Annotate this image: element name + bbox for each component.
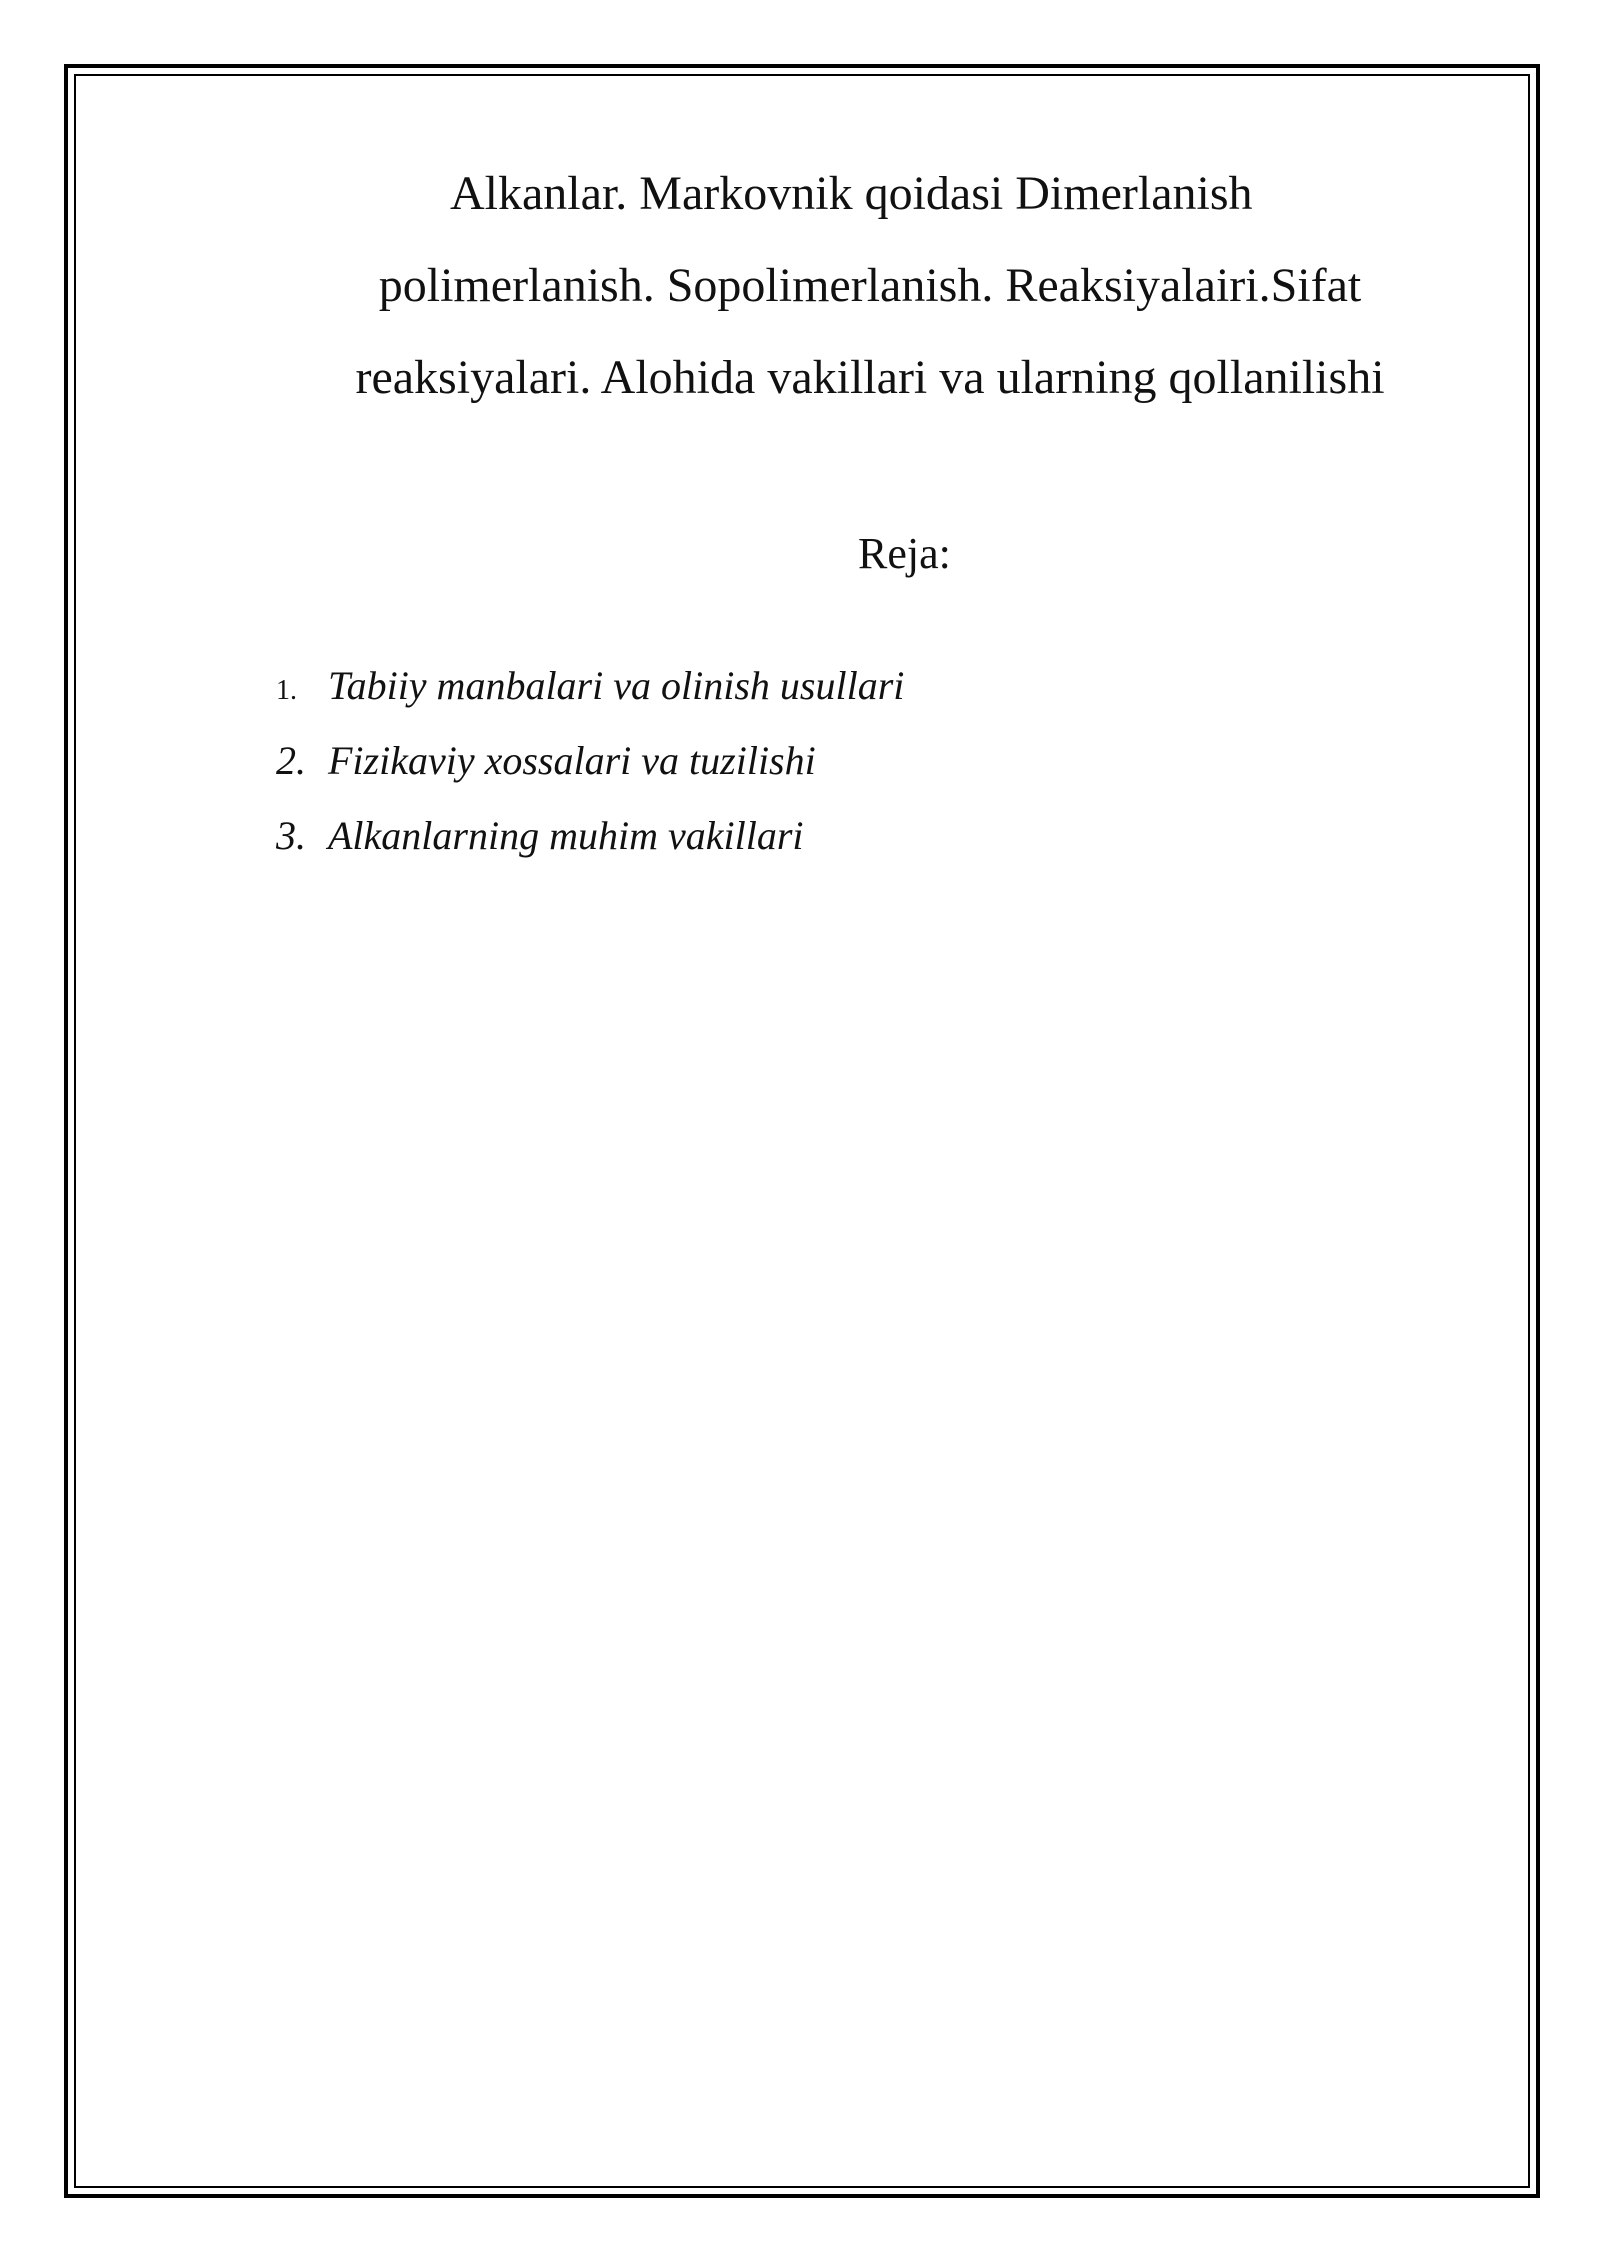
plan-item-text: Alkanlarning muhim vakillari bbox=[328, 813, 804, 858]
plan-list-item bbox=[276, 648, 904, 723]
plan-heading: Reja: bbox=[858, 529, 951, 578]
plan-item-text: Tabiiy manbalari va olinish usullari bbox=[328, 663, 905, 708]
title-line: polimerlanish. Sopolimerlanish. Reaksiyalairi.Sifat bbox=[378, 259, 1362, 312]
title-line: reaksiyalari. Alohida vakillari va ularning qollanilishi bbox=[355, 351, 1385, 404]
document-title bbox=[270, 148, 1470, 424]
plan-item-number: 1. bbox=[276, 675, 297, 706]
plan-list-item bbox=[276, 723, 904, 798]
title-line: Alkanlar. Markovnik qoidasi Dimerlanish bbox=[450, 167, 1253, 220]
plan-item-number: 2. bbox=[276, 738, 306, 783]
plan-list-item bbox=[276, 798, 904, 873]
plan-item-number: 3. bbox=[276, 813, 306, 858]
plan-item-text: Fizikaviy xossalari va tuzilishi bbox=[328, 738, 816, 783]
plan-list bbox=[276, 648, 904, 873]
